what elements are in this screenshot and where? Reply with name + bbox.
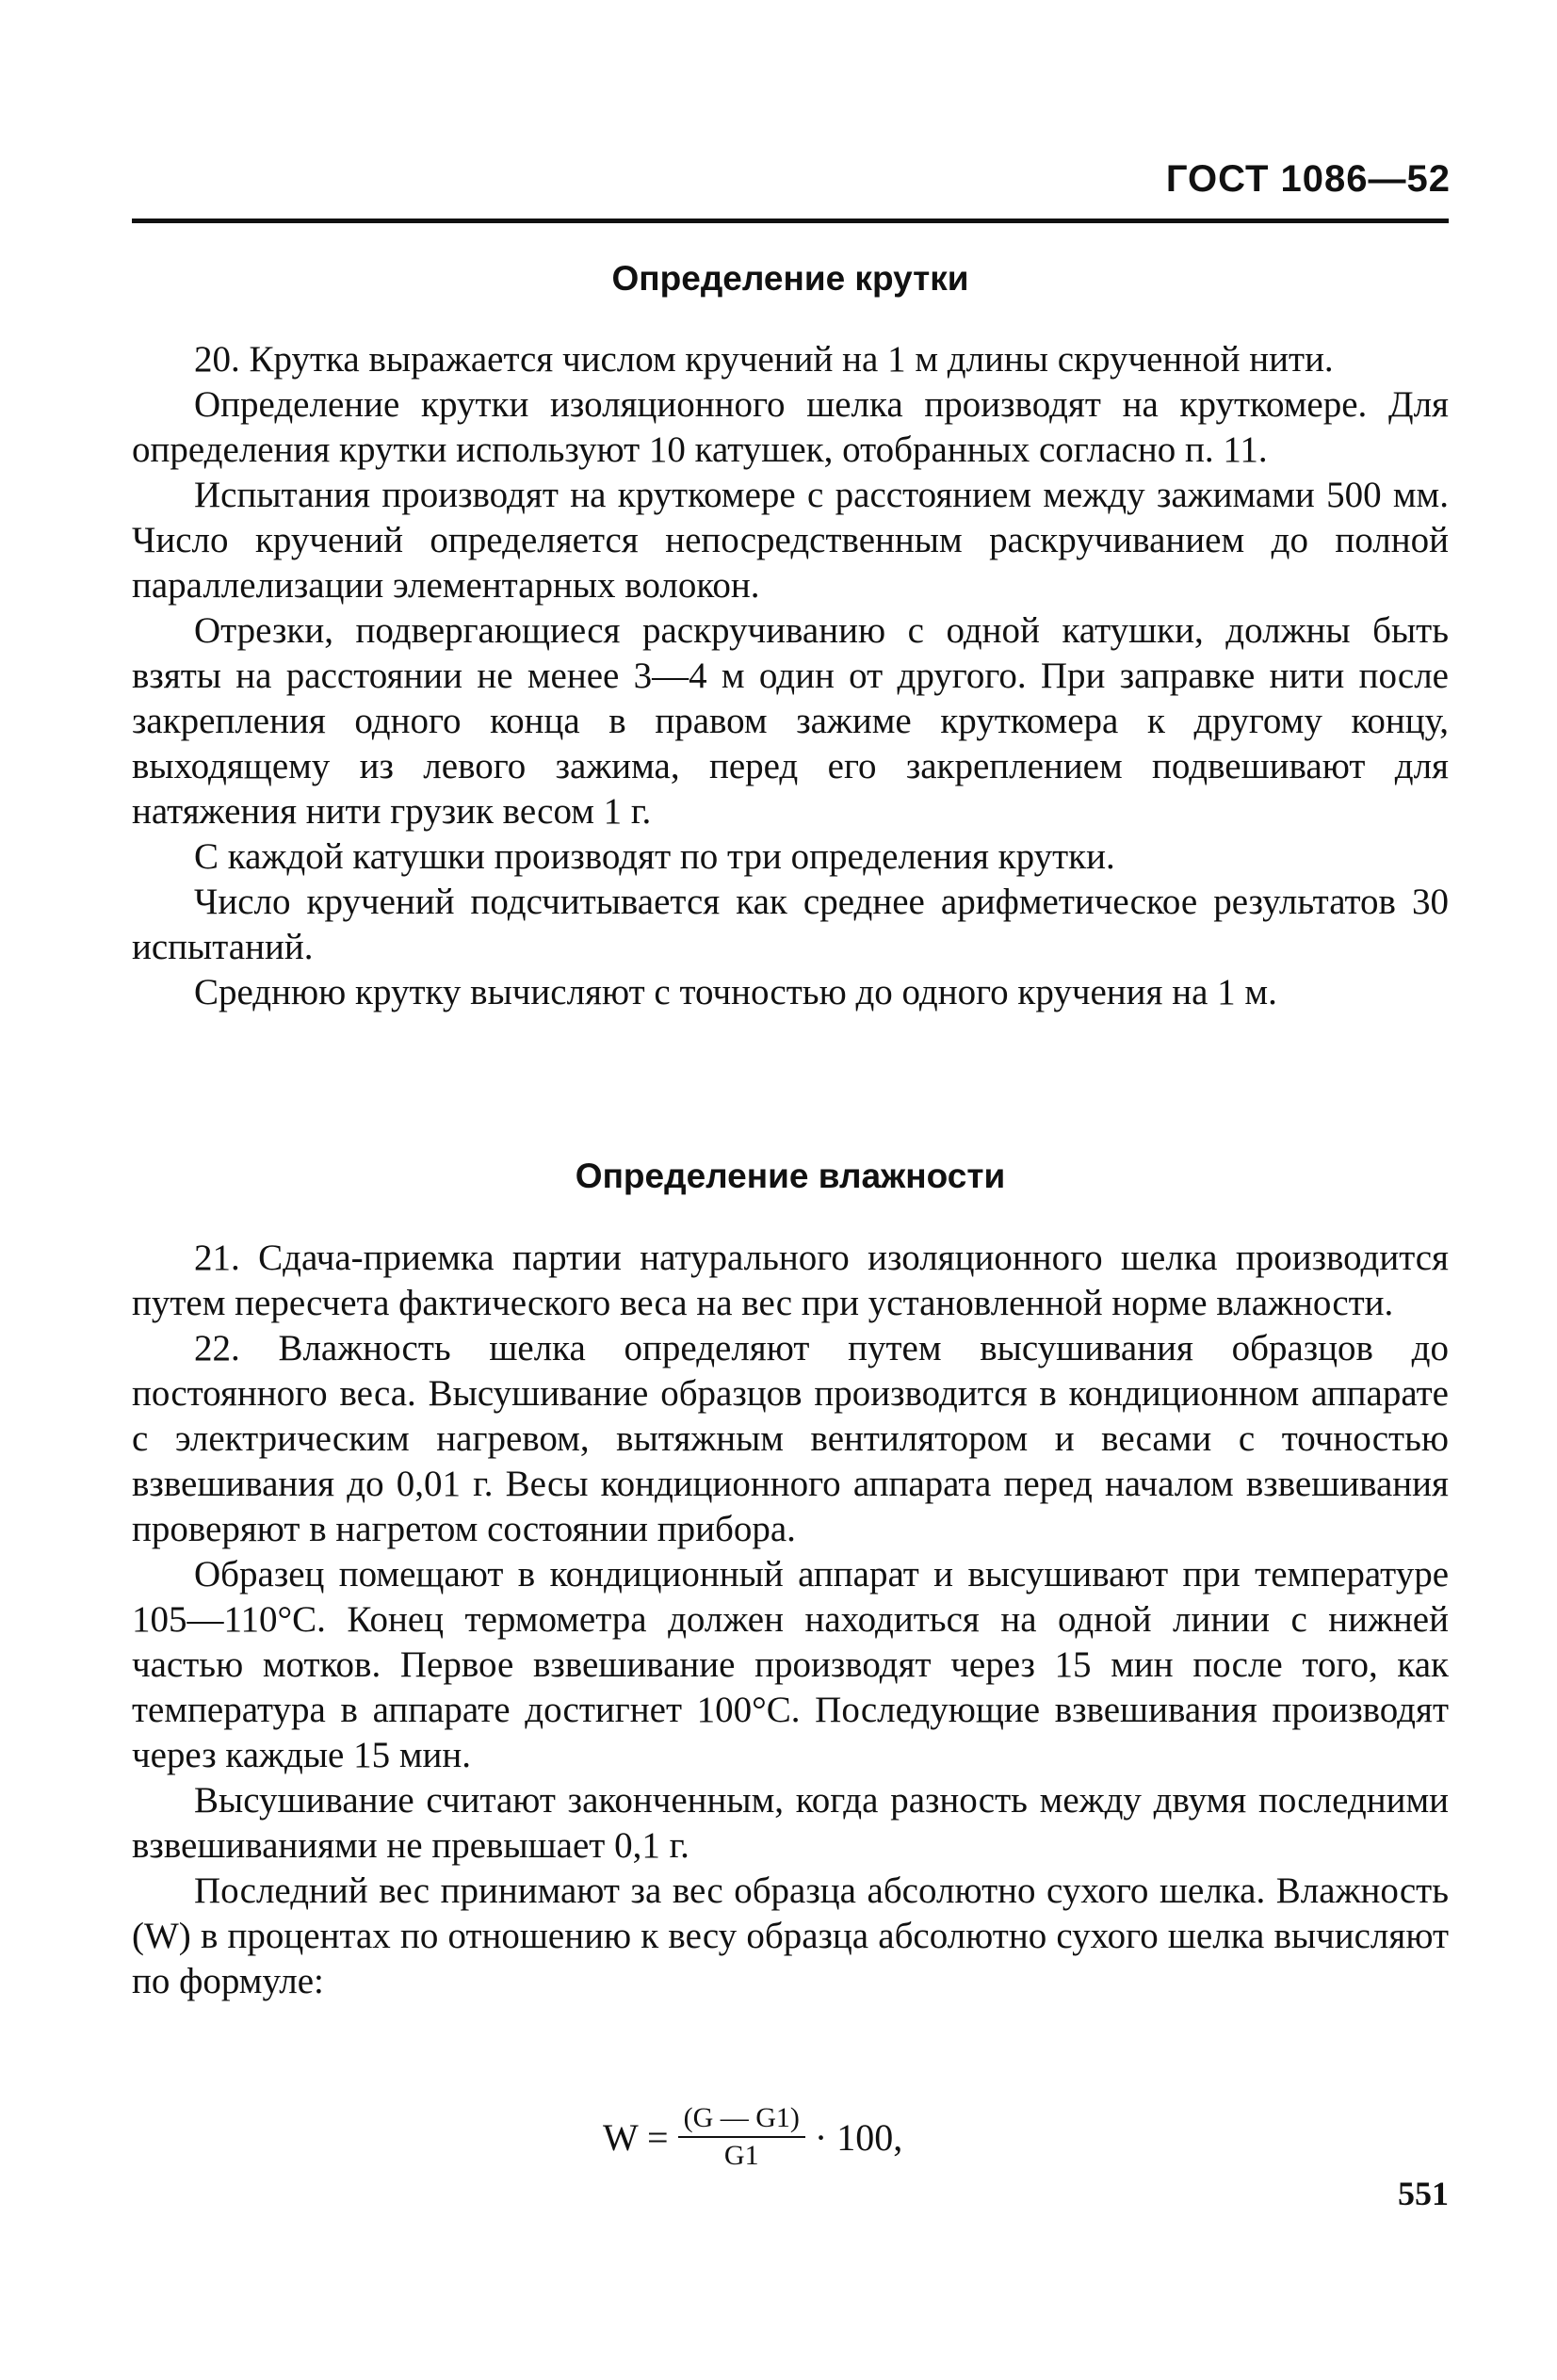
section-title-twist: Определение крутки	[611, 259, 969, 298]
paragraph: 21. Сдача-приемка партии натурального изоляционного шелка производится путем пересчета фактического веса на вес при установленной норме влажности.	[132, 1238, 1449, 1323]
page-number: 551	[1398, 2175, 1449, 2212]
formula-denominator: G1	[723, 2140, 759, 2171]
section-body-moisture	[132, 1236, 1449, 2004]
formula-numerator: (G — G1)	[678, 2102, 805, 2138]
paragraph: Определение крутки изоляционного шелка производят на круткомере. Для определения крутки используют 10 катушек, отобранных согласно п. 11.	[132, 384, 1449, 470]
paragraph: Испытания производят на круткомере с расстоянием между зажимами 500 мм. Число кручений определяется непосредственным раскручиванием до полной параллелизации элементарных волокон.	[132, 475, 1449, 606]
gost-header: ГОСТ 1086—52	[1165, 158, 1451, 200]
formula-lhs: W =	[603, 2115, 669, 2159]
paragraph: Число кручений подсчитывается как среднее арифметическое результатов 30 испытаний.	[132, 882, 1449, 967]
formula-rhs: · 100,	[814, 2115, 903, 2159]
paragraph: Последний вес принимают за вес образца абсолютно сухого шелка. Влажность (W) в процентах по отношению к весу образца абсолютно сухого шелка вычисляют по формуле:	[132, 1870, 1449, 2001]
moisture-formula	[603, 2102, 902, 2172]
paragraph: 20. Крутка выражается числом кручений на 1 м длины скрученной нити.	[194, 339, 1334, 380]
paragraph: Высушивание считают законченным, когда разность между двумя последними взвешиваниями не превышает 0,1 г.	[132, 1780, 1449, 1866]
section-body-twist	[132, 337, 1449, 1015]
paragraph: Среднюю крутку вычисляют с точностью до одного кручения на 1 м.	[194, 972, 1277, 1012]
section-title-moisture: Определение влажности	[575, 1157, 1006, 1195]
formula-fraction	[678, 2102, 805, 2172]
header-rule	[132, 219, 1449, 223]
paragraph: С каждой катушки производят по три определения крутки.	[194, 836, 1115, 877]
paragraph: 22. Влажность шелка определяют путем высушивания образцов до постоянного веса. Высушивание образцов производится в кондиционном аппарате с электрическим нагревом, вытяжным вентилятором и весами с точностью взвешивания до 0,01 г. Весы кондиционного аппарата перед началом взвешивания проверяют в нагретом состоянии прибора.	[132, 1328, 1449, 1549]
paragraph: Отрезки, подвергающиеся раскручиванию с одной катушки, должны быть взяты на расстоянии не менее 3—4 м один от другого. При заправке нити после закрепления одного конца в правом зажиме круткомера к другому концу, выходящему из левого зажима, перед его закреплением подвешивают для натяжения нити грузик весом 1 г.	[132, 610, 1449, 832]
paragraph: Образец помещают в кондиционный аппарат и высушивают при температуре 105—110°С. Конец термометра должен находиться на одной линии с нижней частью мотков. Первое взвешивание производят через 15 мин после того, как температура в аппарате достигнет 100°С. Последующие взвешивания производят через каждые 15 мин.	[132, 1554, 1449, 1775]
